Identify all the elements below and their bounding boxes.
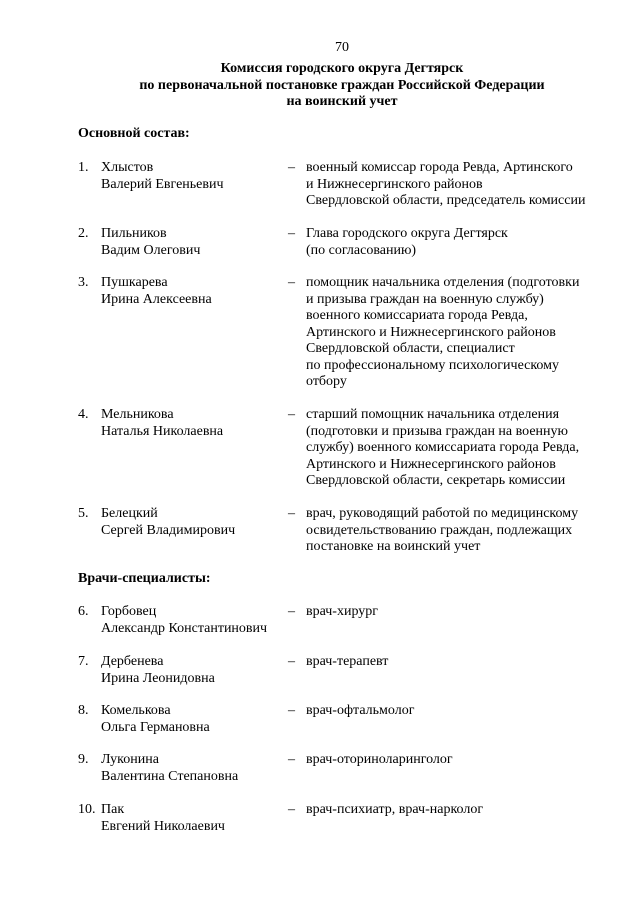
member-role [306,703,616,720]
member-role [306,506,616,556]
role-line: врач-хирург [306,604,379,619]
dash-separator: – [288,226,295,241]
dash-separator: – [288,275,295,290]
member-name [101,802,286,835]
member-name [101,226,286,259]
role-line: по профессиональному психологическому [306,357,560,373]
member-given-name: Валентина Степановна [101,768,239,784]
member-name [101,160,286,193]
member-name [101,703,286,736]
member-surname: Пильников [101,226,167,241]
role-line: военный комиссар города Ревда, Артинского [306,160,573,175]
role-line: врач, руководящий работой по медицинскому [306,506,579,521]
document-title [22,61,640,111]
member-given-name: Евгений Николаевич [101,818,225,834]
role-line: врач-офтальмолог [306,703,415,718]
member-role [306,654,616,671]
member-given-name: Александр Константинович [101,620,268,636]
member-number: 8. [78,703,89,718]
member-role [306,802,616,819]
member-given-name: Наталья Николаевна [101,423,224,439]
member-given-name: Валерий Евгеньевич [101,176,224,192]
member-surname: Пушкарева [101,275,168,290]
member-name [101,275,286,308]
member-surname: Дербенева [101,654,164,669]
role-line: помощник начальника отделения (подготовки [306,275,580,290]
member-surname: Комелькова [101,703,171,718]
member-role [306,226,616,259]
member-name [101,506,286,539]
member-name [101,604,286,637]
role-line: постановке на воинский учет [306,539,481,554]
member-number: 1. [78,160,89,175]
dash-separator: – [288,752,295,767]
member-role [306,604,616,621]
role-line: Артинского и Нижнесергинского районов [306,324,556,340]
dash-separator: – [288,703,295,718]
member-number: 2. [78,226,89,241]
role-line: (по согласованию) [306,242,417,258]
role-line: врач-психиатр, врач-нарколог [306,802,484,817]
member-role [306,752,616,769]
role-line: службу) военного комиссариата города Ревда, [306,440,580,455]
member-given-name: Вадим Олегович [101,242,201,258]
member-number: 7. [78,654,89,669]
member-role [306,160,616,210]
role-line: освидетельствованию граждан, подлежащих [306,522,573,538]
role-line: старший помощник начальника отделения [306,407,560,422]
role-line: врач-оториноларинголог [306,752,453,767]
role-line: Глава городского округа Дегтярск [306,226,508,241]
dash-separator: – [288,604,295,619]
member-number: 4. [78,407,89,422]
member-number: 6. [78,604,89,619]
member-role [306,275,616,391]
role-line: отбору [306,374,347,389]
member-number: 10. [78,802,96,817]
member-number: 3. [78,275,89,290]
role-line: Свердловской области, специалист [306,341,515,356]
role-line: Артинского и Нижнесергинского районов [306,456,556,472]
member-given-name: Ольга Германовна [101,719,210,735]
member-name [101,752,286,785]
title-line-3: на воинский учет [286,94,398,109]
member-surname: Пак [101,802,125,817]
member-surname: Белецкий [101,506,158,521]
role-line: Свердловской области, председатель комиссии [306,193,586,208]
role-line: и Нижнесергинского районов [306,176,483,192]
role-line: врач-терапевт [306,654,389,669]
role-line: и призыва граждан на военную службу) [306,291,544,307]
member-given-name: Сергей Владимирович [101,522,236,538]
dash-separator: – [288,506,295,521]
role-line: (подготовки и призыва граждан на военную [306,423,568,439]
member-name [101,407,286,440]
member-role [306,407,616,490]
dash-separator: – [288,654,295,669]
main-composition-heading: Основной состав: [78,126,190,141]
member-name [101,654,286,687]
role-line: военного комиссариата города Ревда, [306,308,528,323]
title-line-1: Комиссия городского округа Дегтярск [220,61,464,76]
member-surname: Мельникова [101,407,174,422]
role-line: Свердловской области, секретарь комиссии [306,473,566,488]
member-surname: Луконина [101,752,159,767]
dash-separator: – [288,407,295,422]
title-line-2: по первоначальной постановке граждан Российской Федерации [139,77,545,93]
member-surname: Хлыстов [101,160,154,175]
specialists-heading: Врачи-специалисты: [78,571,211,586]
member-surname: Горбовец [101,604,157,619]
dash-separator: – [288,160,295,175]
member-given-name: Ирина Леонидовна [101,670,215,686]
page-number: 70 [335,40,349,55]
dash-separator: – [288,802,295,817]
member-number: 9. [78,752,89,767]
member-given-name: Ирина Алексеевна [101,291,212,307]
member-number: 5. [78,506,89,521]
